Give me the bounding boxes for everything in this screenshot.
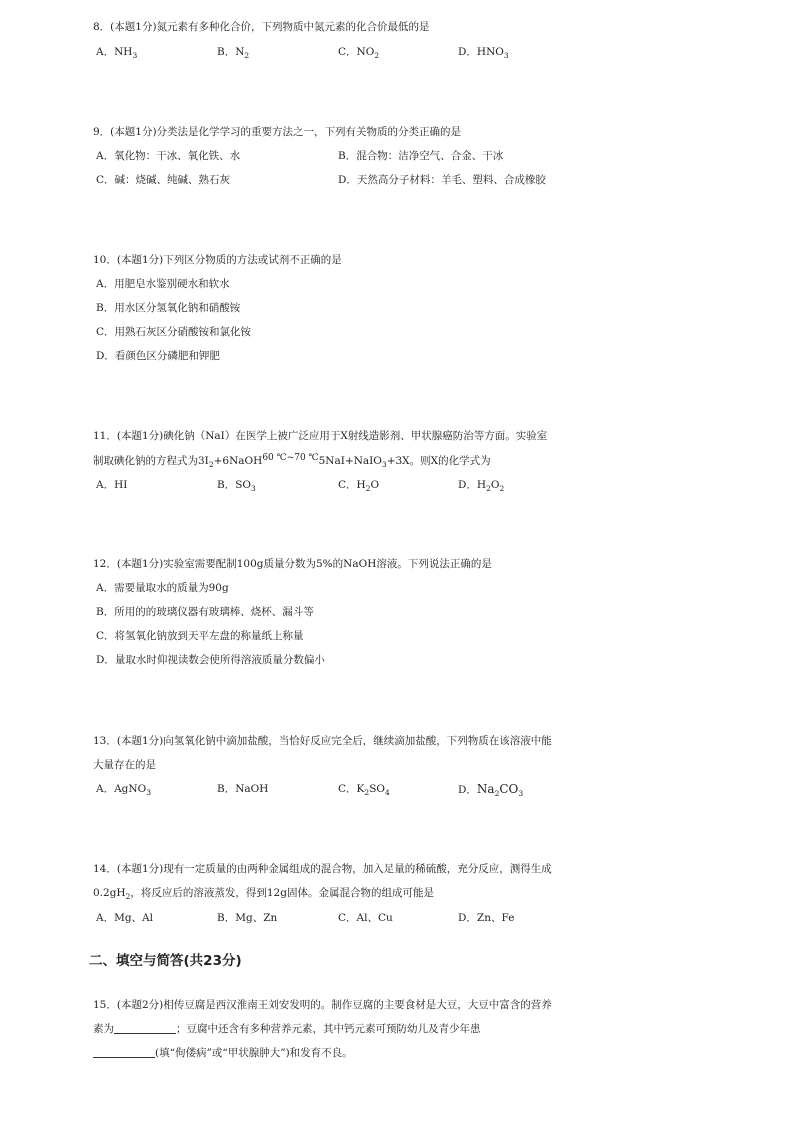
question-14-option-a[interactable]: A．Mg、Al — [96, 912, 153, 924]
question-13-option-b[interactable]: B．NaOH — [217, 783, 269, 795]
question-12-option-c[interactable]: C．将氢氧化钠放到天平左盘的称量纸上称量 — [96, 630, 304, 642]
question-8-option-a[interactable]: A．$NH_3$ — [96, 46, 138, 60]
question-9-option-a[interactable]: A．氧化物：干冰、氧化铁、水 — [96, 150, 241, 162]
question-8-stem: 8．(本题1分)氮元素有多种化合价，下列物质中氮元素的化合价最低的是 — [93, 21, 430, 33]
question-10-stem: 10．(本题1分)下列区分物质的方法或试剂不正确的是 — [93, 254, 342, 266]
reaction-condition: 60 ℃~70 ℃ — [262, 453, 319, 463]
question-13-option-a[interactable]: A．AgNO$_3$ — [96, 783, 151, 797]
question-14-stem-line-1: 14．(本题1分)现有一定质量的由两种金属组成的混合物，加入足量的稀硫酸，充分反应，测得生成 — [93, 863, 552, 875]
question-14-stem-line-2: $0.2gH_2$，将反应后的溶液蒸发，得到12g固体。金属混合物的组成可能是 — [93, 887, 434, 901]
section-heading-2: 二、填空与简答(共23分) — [89, 953, 242, 969]
chemical-equation: $3I_2+6NaOH60$ ℃~70 ℃5NaI+NaIO$_3$+3X — [198, 453, 410, 469]
question-15-line-1: 15．(本题2分)相传豆腐是西汉淮南王刘安发明的。制作豆腐的主要食材是大豆，大豆中富含的营养 — [93, 999, 552, 1011]
answer-blank-1[interactable] — [114, 1022, 176, 1034]
question-13-option-d[interactable]: D．$Na_2CO_3$ — [458, 782, 524, 798]
question-10-option-b[interactable]: B．用水区分氢氧化钠和硝酸铵 — [96, 302, 241, 314]
question-9-option-c[interactable]: C．碱：烧碱、纯碱、熟石灰 — [96, 174, 231, 186]
answer-blank-2[interactable] — [93, 1046, 155, 1058]
question-10-option-c[interactable]: C．用熟石灰区分硝酸铵和氯化铵 — [96, 326, 252, 338]
question-12-option-a[interactable]: A．需要量取水的质量为90g — [96, 582, 229, 594]
question-14-option-d[interactable]: D．Zn、Fe — [458, 912, 515, 924]
question-13-stem-line-2: 大量存在的是 — [93, 759, 156, 771]
question-8-option-c[interactable]: C．$NO_2$ — [338, 46, 380, 60]
question-13-option-c[interactable]: C．$K_2SO_4$ — [338, 783, 390, 797]
question-9-stem: 9．(本题1分)分类法是化学学习的重要方法之一，下列有关物质的分类正确的是 — [93, 126, 462, 138]
question-15-line-2: 素为 ；豆腐中还含有多种营养元素，其中钙元素可预防幼儿及青少年患 — [93, 1023, 481, 1035]
question-8-option-d[interactable]: D．$HNO_3$ — [458, 46, 509, 60]
question-14-option-c[interactable]: C．Al、Cu — [338, 912, 393, 924]
question-9-option-d[interactable]: D．天然高分子材料：羊毛、塑料、合成橡胶 — [338, 174, 546, 186]
question-15-line-3: (填“佝偻病”或“甲状腺肿大”)和发育不良。 — [93, 1045, 353, 1061]
question-12-option-b[interactable]: B．所用的的玻璃仪器有玻璃棒、烧杯、漏斗等 — [96, 606, 314, 618]
question-12-option-d[interactable]: D．量取水时仰视读数会使所得溶液质量分数偏小 — [96, 654, 325, 666]
question-10-option-a[interactable]: A．用肥皂水鉴别硬水和软水 — [96, 278, 230, 290]
question-11-stem-line-1: 11．(本题1分)碘化钠（NaI）在医学上被广泛应用于X射线造影剂、甲状腺癌防治等方面。实验室 — [93, 430, 548, 442]
question-8-option-b[interactable]: B．$N_2$ — [217, 46, 250, 60]
question-11-option-a[interactable]: A．HI — [96, 479, 128, 491]
question-12-stem: 12．(本题1分)实验室需要配制100g质量分数为5%的NaOH溶液。下列说法正确的是 — [93, 558, 492, 570]
question-9-option-b[interactable]: B．混合物：洁净空气、合金、干冰 — [338, 150, 504, 162]
question-11-stem-line-2: 制取碘化钠的方程式为$3I_2+6NaOH60$ ℃~70 ℃5NaI+NaIO$_3$+3X。则X的化学式为 — [93, 453, 491, 469]
question-13-stem-line-1: 13．(本题1分)向氢氧化钠中滴加盐酸，当恰好反应完全后，继续滴加盐酸，下列物质在该溶液中能 — [93, 735, 552, 747]
question-14-option-b[interactable]: B．Mg、Zn — [217, 912, 278, 924]
question-11-option-c[interactable]: C．$H_2O$ — [338, 479, 380, 493]
question-11-option-d[interactable]: D．$H_2O_2$ — [458, 479, 505, 493]
question-11-option-b[interactable]: B．$SO_3$ — [217, 479, 256, 493]
question-10-option-d[interactable]: D．看颜色区分磷肥和钾肥 — [96, 350, 220, 362]
